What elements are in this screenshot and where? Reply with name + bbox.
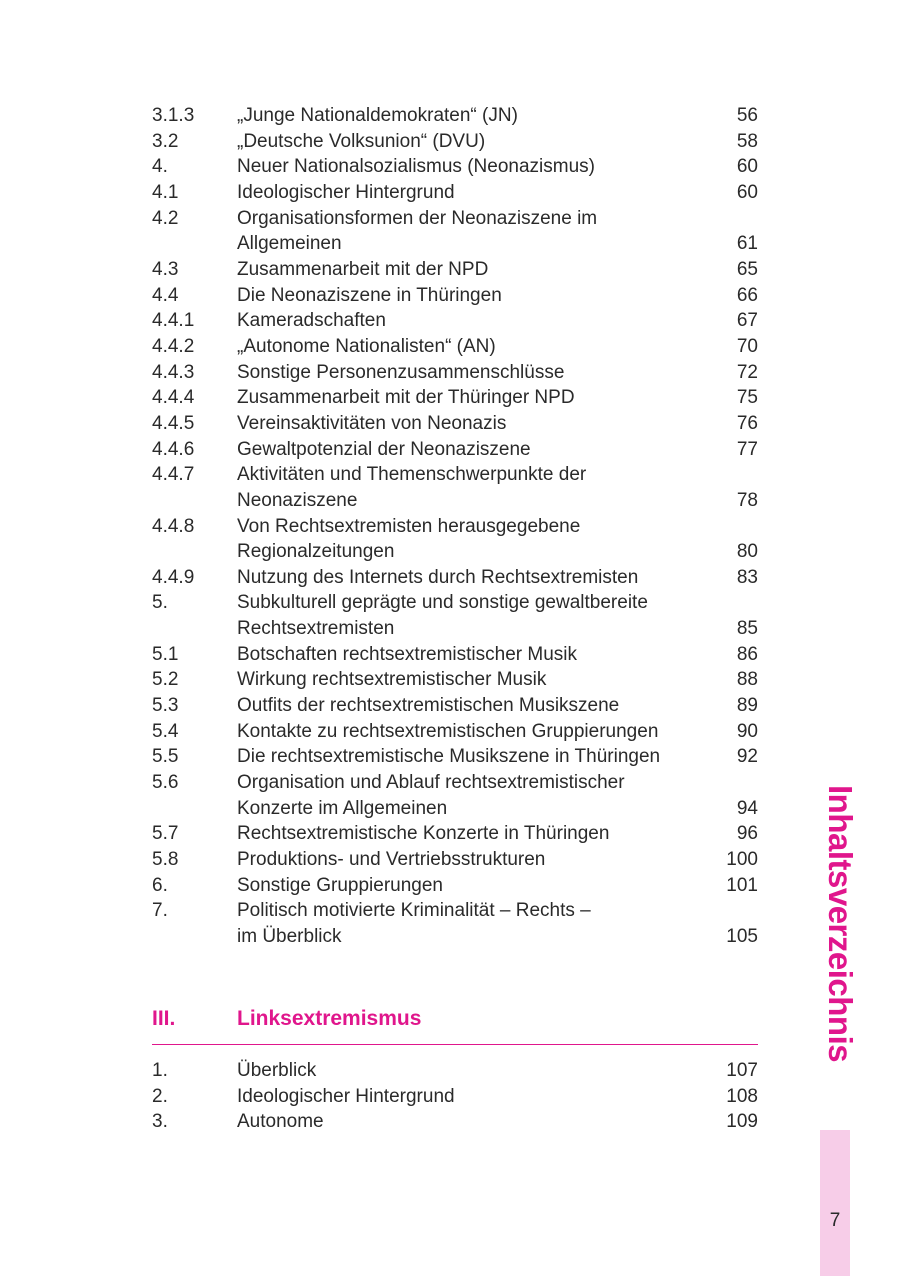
entry-page: 96: [736, 823, 758, 845]
entry-title-line: Politisch motivierte Kriminalität – Rechts –: [237, 900, 591, 922]
entry-title-line: Outfits der rechtsextremistischen Musikszene: [237, 695, 620, 717]
entry-title-line: „Junge Nationaldemokraten“ (JN): [237, 105, 518, 126]
entry-title-line: Vereinsaktivitäten von Neonazis: [237, 412, 507, 434]
entry-title: [237, 385, 698, 411]
toc-entry: [152, 667, 758, 693]
entry-page: 66: [736, 284, 758, 306]
entry-title-line: Autonome: [237, 1111, 324, 1133]
entry-title: [237, 873, 698, 899]
entry-title: [237, 360, 698, 386]
toc-entry: [152, 744, 758, 770]
entry-title: [237, 103, 698, 129]
entry-number: 7.: [152, 900, 168, 922]
entry-title-line: Nutzung des Internets durch Rechtsextremisten: [237, 566, 639, 588]
toc-list: [152, 103, 758, 950]
entry-title-line: Die rechtsextremistische Musikszene in Thüringen: [237, 746, 661, 768]
entry-number: 5.3: [152, 695, 179, 717]
entry-page: 86: [736, 643, 758, 665]
side-label-text: Inhaltsverzeichnis: [822, 785, 859, 1063]
entry-number: 3.1.3: [152, 105, 195, 126]
toc-entry: [152, 385, 758, 411]
toc-entry: [152, 308, 758, 334]
entry-title: [237, 154, 698, 180]
entry-title-line: Produktions- und Vertriebsstrukturen: [237, 849, 546, 871]
entry-page: 78: [736, 489, 758, 511]
entry-title-line: Kontakte zu rechtsextremistischen Gruppierungen: [237, 720, 659, 742]
entry-page: 105: [726, 926, 758, 947]
entry-page: 72: [736, 361, 758, 383]
entry-title: [237, 821, 698, 847]
entry-title: [237, 590, 698, 641]
entry-title-line: Subkulturell geprägte und sonstige gewaltbereite: [237, 592, 648, 614]
entry-page: 88: [736, 669, 758, 691]
entry-title: [237, 129, 698, 155]
entry-number: 5.8: [152, 849, 179, 871]
entry-number: 4.2: [152, 207, 179, 229]
entry-number: 4.4.2: [152, 335, 195, 357]
entry-number: 3.2: [152, 130, 179, 152]
entry-page: 75: [736, 387, 758, 409]
entry-title-line: Regionalzeitungen: [237, 541, 395, 563]
entry-number: 4.4.6: [152, 438, 195, 460]
entry-page: 65: [736, 258, 758, 280]
entry-title-line: Rechtsextremistische Konzerte in Thüringen: [237, 823, 610, 845]
section-toc-list: [152, 1058, 758, 1135]
entry-page: 76: [736, 412, 758, 434]
entry-title: [237, 180, 698, 206]
entry-title: [237, 308, 698, 334]
entry-title-line: Zusammenarbeit mit der Thüringer NPD: [237, 387, 575, 409]
entry-page: 108: [726, 1085, 758, 1107]
entry-page: 109: [726, 1111, 758, 1133]
entry-number: 5.: [152, 592, 168, 614]
entry-title: [237, 1109, 698, 1135]
toc-entry: [152, 334, 758, 360]
entry-page: 60: [736, 156, 758, 178]
entry-number: 3.: [152, 1111, 168, 1133]
entry-title: [237, 770, 698, 821]
entry-number: 4.4.8: [152, 515, 195, 537]
entry-title-line: Rechtsextremisten: [237, 618, 395, 640]
entry-title-line: Zusammenarbeit mit der NPD: [237, 258, 489, 280]
entry-page: 101: [726, 874, 758, 896]
entry-number: 4.: [152, 156, 168, 178]
entry-page: 67: [736, 310, 758, 332]
entry-title-line: Aktivitäten und Themenschwerpunkte der: [237, 464, 587, 486]
toc-entry: [152, 873, 758, 899]
entry-number: 6.: [152, 874, 168, 896]
entry-title-line: Wirkung rechtsextremistischer Musik: [237, 669, 547, 691]
entry-page: 92: [736, 746, 758, 768]
entry-title: [237, 257, 698, 283]
entry-title: [237, 283, 698, 309]
entry-title-line: Die Neonaziszene in Thüringen: [237, 284, 502, 306]
entry-number: 4.3: [152, 258, 179, 280]
entry-number: 5.1: [152, 643, 179, 665]
entry-number: 5.5: [152, 746, 179, 768]
entry-title: [237, 642, 698, 668]
toc-entry: [152, 847, 758, 873]
entry-title-line: „Deutsche Volksunion“ (DVU): [237, 130, 486, 152]
entry-number: 4.4.5: [152, 412, 195, 434]
entry-page: 89: [736, 695, 758, 717]
entry-number: 5.6: [152, 772, 179, 794]
toc-entry: [152, 360, 758, 386]
entry-title-line: „Autonome Nationalisten“ (AN): [237, 335, 496, 357]
entry-title-line: Gewaltpotenzial der Neonaziszene: [237, 438, 531, 460]
entry-page: 94: [736, 797, 758, 819]
entry-number: 4.4.7: [152, 464, 195, 486]
entry-page: 100: [726, 849, 758, 871]
section-heading: [152, 1004, 758, 1034]
entry-page: 85: [736, 618, 758, 640]
section-number: III.: [152, 1007, 176, 1030]
entry-number: 1.: [152, 1060, 168, 1081]
toc-entry: [152, 103, 758, 129]
entry-number: 4.4.9: [152, 566, 195, 588]
entry-title: [237, 847, 698, 873]
toc-entry: [152, 1109, 758, 1135]
entry-page: 56: [736, 105, 758, 126]
entry-title: [237, 462, 698, 513]
entry-number: 5.2: [152, 669, 179, 691]
page-number: 7: [829, 1210, 841, 1231]
toc-entry: [152, 283, 758, 309]
entry-title-line: Sonstige Personenzusammenschlüsse: [237, 361, 565, 383]
entry-title-line: Kameradschaften: [237, 310, 386, 332]
entry-title-line: Ideologischer Hintergrund: [237, 181, 455, 203]
section-divider: [152, 1044, 758, 1045]
toc-entry: [152, 514, 758, 565]
entry-page: 70: [736, 335, 758, 357]
entry-number: 5.7: [152, 823, 179, 845]
toc-entry: [152, 1084, 758, 1110]
entry-page: 90: [736, 720, 758, 742]
entry-title: [237, 565, 698, 591]
entry-title-line: Organisation und Ablauf rechtsextremistischer: [237, 772, 625, 794]
entry-title-line: Neuer Nationalsozialismus (Neonazismus): [237, 156, 595, 178]
entry-page: 61: [736, 233, 758, 255]
entry-page: 107: [726, 1060, 758, 1081]
entry-title-line: Von Rechtsextremisten herausgegebene: [237, 515, 581, 537]
entry-title: [237, 1058, 698, 1084]
entry-title: [237, 437, 698, 463]
entry-number: 4.4: [152, 284, 179, 306]
entry-number: 4.4.1: [152, 310, 195, 332]
section-title: Linksextremismus: [237, 1007, 422, 1030]
toc-entry: [152, 411, 758, 437]
entry-title: [237, 667, 698, 693]
toc-entry: [152, 206, 758, 257]
entry-title: [237, 719, 698, 745]
entry-title: [237, 744, 698, 770]
toc-entry: [152, 257, 758, 283]
entry-number: 5.4: [152, 720, 179, 742]
entry-number: 4.4.4: [152, 387, 195, 409]
toc-entry: [152, 693, 758, 719]
page-tab: [820, 1130, 850, 1276]
toc-entry: [152, 565, 758, 591]
side-label: [808, 785, 868, 1085]
entry-title-line: Organisationsformen der Neonaziszene im: [237, 207, 598, 229]
entry-number: 4.4.3: [152, 361, 195, 383]
toc-entry: [152, 180, 758, 206]
toc-entry: [152, 1058, 758, 1084]
toc-entry: [152, 437, 758, 463]
toc-entry: [152, 642, 758, 668]
entry-page: 77: [736, 438, 758, 460]
toc-entry: [152, 821, 758, 847]
entry-title: [237, 514, 698, 565]
entry-number: 4.1: [152, 181, 179, 203]
toc-entry: [152, 462, 758, 513]
entry-title: [237, 898, 698, 949]
entry-title: [237, 693, 698, 719]
entry-title: [237, 206, 698, 257]
entry-title-line: Konzerte im Allgemeinen: [237, 797, 448, 819]
entry-title-line: im Überblick: [237, 926, 342, 947]
entry-title-line: Allgemeinen: [237, 233, 342, 255]
entry-title-line: Neonaziszene: [237, 489, 358, 511]
entry-title: [237, 1084, 698, 1110]
toc-entry: [152, 590, 758, 641]
entry-title: [237, 411, 698, 437]
toc-entry: [152, 898, 758, 949]
entry-page: 60: [736, 181, 758, 203]
entry-title-line: Überblick: [237, 1060, 317, 1081]
toc-entry: [152, 719, 758, 745]
entry-page: 83: [736, 566, 758, 588]
entry-title-line: Ideologischer Hintergrund: [237, 1085, 455, 1107]
toc-entry: [152, 770, 758, 821]
section-linksextremismus: [152, 1004, 758, 1135]
entry-title: [237, 334, 698, 360]
toc-entry: [152, 129, 758, 155]
entry-page: 80: [736, 541, 758, 563]
entry-title-line: Botschaften rechtsextremistischer Musik: [237, 643, 578, 665]
toc-entry: [152, 154, 758, 180]
entry-title-line: Sonstige Gruppierungen: [237, 874, 443, 896]
entry-number: 2.: [152, 1085, 168, 1107]
entry-page: 58: [736, 130, 758, 152]
